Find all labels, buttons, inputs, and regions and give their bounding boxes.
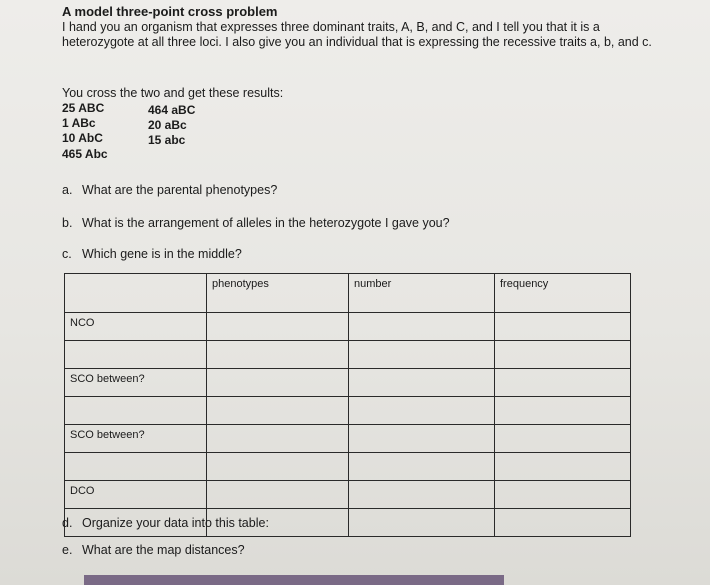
row-label: DCO xyxy=(65,481,207,509)
table-row xyxy=(65,453,631,481)
result-item: 20 aBc xyxy=(148,118,187,132)
table-cell[interactable] xyxy=(495,369,631,397)
table-cell[interactable] xyxy=(495,425,631,453)
problem-intro: I hand you an organism that expresses three dominant traits, A, B, and C, and I tell you that it is a heterozygote at all three loci. I also give you an individual that is expressing the recessive traits a, b, and c. xyxy=(62,20,652,49)
question-letter: a. xyxy=(62,183,73,197)
question-text: Which gene is in the middle? xyxy=(82,247,242,261)
cross-statement: You cross the two and get these results: xyxy=(62,86,284,100)
table-cell[interactable] xyxy=(349,425,495,453)
table-cell[interactable] xyxy=(207,341,349,369)
table-row xyxy=(65,341,631,369)
result-item: 25 ABC xyxy=(62,101,105,115)
table-cell[interactable] xyxy=(349,369,495,397)
table-cell[interactable] xyxy=(207,313,349,341)
table-cell[interactable] xyxy=(207,425,349,453)
question-text: What are the map distances? xyxy=(82,543,245,557)
question-letter: e. xyxy=(62,543,73,557)
table-cell[interactable] xyxy=(349,509,495,537)
table-header-row xyxy=(65,274,631,313)
result-item: 1 ABc xyxy=(62,116,96,130)
table-row xyxy=(65,425,631,453)
question-letter: d. xyxy=(62,516,73,530)
table-cell[interactable] xyxy=(495,397,631,425)
question-c xyxy=(62,247,242,261)
table-row xyxy=(65,369,631,397)
table-cell[interactable] xyxy=(207,397,349,425)
row-label xyxy=(65,397,207,425)
table-cell[interactable] xyxy=(207,481,349,509)
result-item: 465 Abc xyxy=(62,147,108,161)
table-cell[interactable] xyxy=(349,341,495,369)
table-cell[interactable] xyxy=(495,509,631,537)
question-e xyxy=(62,543,245,557)
table-cell[interactable] xyxy=(349,453,495,481)
row-label xyxy=(65,341,207,369)
row-label: NCO xyxy=(65,313,207,341)
data-table xyxy=(64,273,631,537)
bottom-bar xyxy=(84,575,504,585)
result-item: 464 aBC xyxy=(148,103,196,117)
table-cell[interactable] xyxy=(495,341,631,369)
question-text: What is the arrangement of alleles in the heterozygote I gave you? xyxy=(82,216,450,230)
table-cell[interactable] xyxy=(495,481,631,509)
table-cell[interactable] xyxy=(495,313,631,341)
row-label: SCO between? xyxy=(65,425,207,453)
table-cell[interactable] xyxy=(349,481,495,509)
table-header-number: number xyxy=(349,274,495,313)
result-item: 15 abc xyxy=(148,133,186,147)
table-row xyxy=(65,481,631,509)
table-row xyxy=(65,313,631,341)
row-label xyxy=(65,453,207,481)
question-d xyxy=(62,516,269,530)
question-letter: c. xyxy=(62,247,72,261)
question-letter: b. xyxy=(62,216,73,230)
table-cell[interactable] xyxy=(495,453,631,481)
table-row xyxy=(65,397,631,425)
result-item: 10 AbC xyxy=(62,131,103,145)
table-cell[interactable] xyxy=(349,313,495,341)
question-a xyxy=(62,183,277,197)
question-text: What are the parental phenotypes? xyxy=(82,183,278,197)
table-header-cell xyxy=(65,274,207,313)
table-cell[interactable] xyxy=(207,369,349,397)
table-cell[interactable] xyxy=(207,453,349,481)
table-header-phenotypes: phenotypes xyxy=(207,274,349,313)
problem-title: A model three-point cross problem xyxy=(62,4,278,19)
question-b xyxy=(62,216,450,230)
table-cell[interactable] xyxy=(349,397,495,425)
table-header-frequency: frequency xyxy=(495,274,631,313)
question-text: Organize your data into this table: xyxy=(82,516,269,530)
row-label: SCO between? xyxy=(65,369,207,397)
